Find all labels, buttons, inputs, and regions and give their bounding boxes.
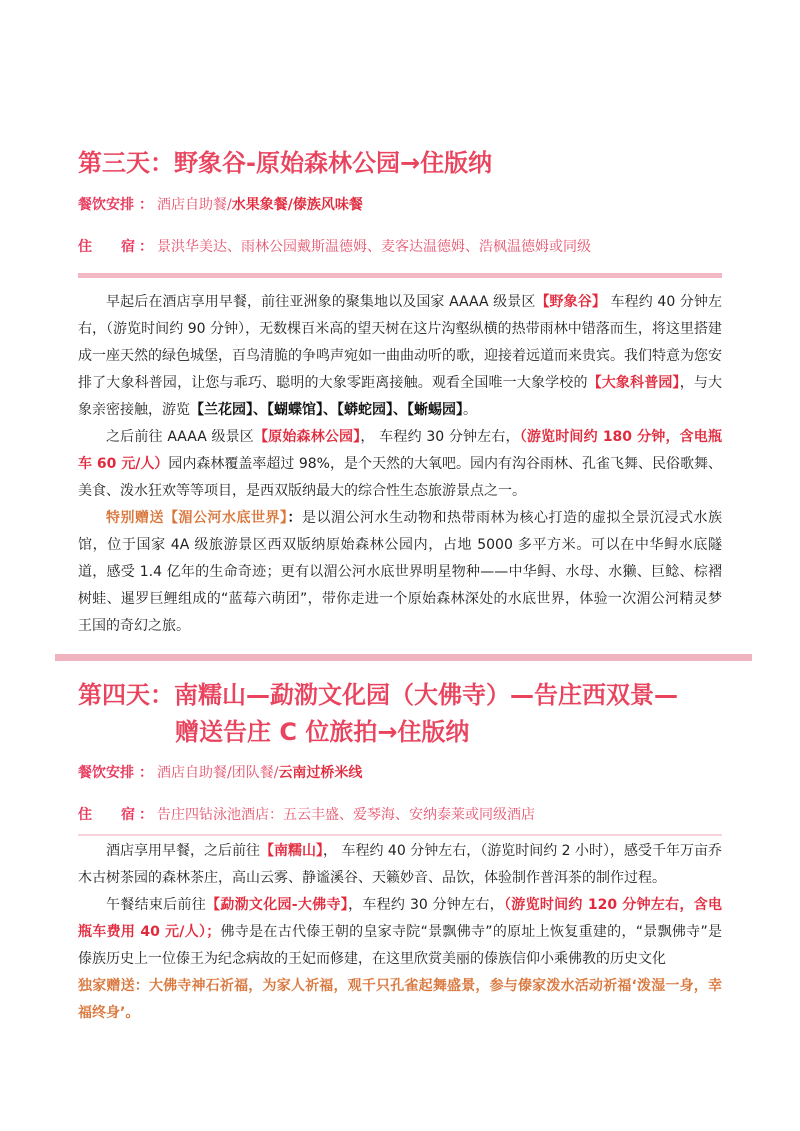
- day3-meals-row: [78, 195, 722, 215]
- section-divider: [78, 834, 722, 836]
- meals-value: 酒店自助餐/: [157, 197, 232, 213]
- day4-lodging-row: [78, 805, 722, 825]
- meals-label: 餐饮安排: [78, 197, 134, 213]
- day4-itinerary: [78, 838, 722, 1027]
- day4-title-line: 第四天：南糯山—勐泐文化园（大佛寺）—告庄西双景—: [78, 681, 678, 709]
- paragraph: [78, 505, 722, 640]
- paragraph: [78, 289, 722, 424]
- text-segment: ， 车程约 30 分钟左右，: [360, 429, 520, 445]
- day3-itinerary: [78, 289, 722, 640]
- text-segment: 之后前往 AAAA 级景区: [106, 429, 254, 445]
- paragraph: [78, 838, 722, 892]
- meals-separator: ：: [139, 197, 153, 213]
- day3-title: 第三天：野象谷-原始森林公园→住版纳: [78, 149, 493, 177]
- day4-meals-row: [78, 763, 722, 783]
- lodging-label-char: 住: [78, 239, 92, 255]
- lodging-separator: ：: [139, 807, 153, 823]
- attraction-highlight: 【野象谷】: [535, 294, 606, 310]
- attraction-highlight: 【大象科普园】: [587, 375, 680, 391]
- lodging-label-char: 宿: [121, 807, 135, 823]
- text-segment: 酒店享用早餐，之后前往: [106, 843, 261, 859]
- lodging-separator: ：: [139, 239, 153, 255]
- lodging-label: [78, 237, 135, 257]
- meals-highlight: 水果象餐/傣族风味餐: [231, 197, 363, 213]
- lodging-value: 告庄四钻泳池酒店：五云丰盛、爱琴海、安纳泰莱或同级酒店: [157, 807, 535, 823]
- attraction-highlight: 【南糯山】: [260, 843, 324, 859]
- day4-title-line: 赠送告庄 C 位旅拍→住版纳: [175, 718, 470, 746]
- text-segment: ，车程约 30 分钟左右，: [348, 897, 504, 913]
- attraction-highlight: 【勐泐文化园-大佛寺】: [206, 897, 349, 913]
- day-separator-band: [55, 654, 752, 661]
- section-divider: [78, 273, 722, 278]
- text-segment: 。: [463, 402, 477, 418]
- text-segment: 是以湄公河水生动物和热带雨林为核心打造的虚拟全景沉浸式水族馆，位于国家 4A 级旅游景区西双版纳原始森林公园内，占地 5000 多平方米。可以在中华鲟水底隧道，感受 1.4 亿年的生命奇迹；更有以湄公河水底世界明星物种——中华鲟、水母、水獭、巨鲶、棕褶树蛙、暹罗巨鲤组成的“蓝莓六萌团”，带你走进一个原始森林深处的水底世界，体验一次湄公河精灵梦王国的奇幻之旅。: [78, 510, 722, 634]
- paragraph: [78, 892, 722, 973]
- lodging-label-char: 宿: [121, 239, 135, 255]
- text-segment: ，与大象亲密接触，游览: [78, 375, 723, 418]
- meals-separator: ：: [139, 765, 153, 781]
- meals-value: 酒店自助餐/团队餐/: [157, 765, 279, 781]
- paragraph: [78, 973, 722, 1027]
- lodging-label: [78, 805, 135, 825]
- duration-highlight: （游览时间约 120 分钟左右，含电瓶车费用 40 元/人）；: [78, 897, 723, 940]
- text-segment: 车程约 40 分钟左右，（游览时间约 90 分钟），无数棵百米高的望天树在这片沟壑纵横的热带雨林中错落而生，将这里搭建成一座天然的绿色城堡，百鸟清脆的争鸣声宛如一曲曲动听的歌，迎接着远道而来贵宾。我们特意为您安排了大象科普园，让您与乖巧、聪明的大象零距离接触。观看全国唯一大象学校的: [78, 294, 722, 391]
- text-segment: 园内森林覆盖率超过 98%，是个天然的大氧吧。园内有沟谷雨林、孔雀飞舞、民俗歌舞、美食、泼水狂欢等等项目，是西双版纳最大的综合性生态旅游景点之一。: [78, 456, 722, 499]
- lodging-value: 景洪华美达、雨林公园戴斯温德姆、麦客达温德姆、浩枫温德姆或同级: [157, 239, 591, 255]
- text-segment: 佛寺是在古代傣王朝的皇家寺院“景飘佛寺”的原址上恢复重建的，“景飘佛寺”是傣族历史上一位傣王为纪念病故的王妃而修建，在这里欣赏美丽的傣族信仰小乘佛教的历史文化: [78, 924, 722, 967]
- gift-highlight: 独家赠送：大佛寺神石祈福，为家人祈福，观千只孔雀起舞盛景，参与傣家泼水活动祈福‘泼湿一身，幸福终身’。: [78, 978, 722, 1021]
- day3-lodging-row: [78, 237, 722, 257]
- attraction-list: 【兰花园】、【蝴蝶馆】、【蟒蛇园】、【蜥蜴园】: [190, 402, 463, 418]
- paragraph: [78, 424, 722, 505]
- day4-title: [78, 677, 722, 751]
- text-segment: 午餐结束后前往: [106, 897, 207, 913]
- meals-highlight: 云南过桥米线: [278, 765, 363, 781]
- meals-label: 餐饮安排: [78, 765, 134, 781]
- text-segment: 早起后在酒店享用早餐，前往亚洲象的聚集地以及国家 AAAA 级景区: [106, 294, 536, 310]
- gift-highlight: 特别赠送【湄公河水底世界】: [106, 510, 288, 526]
- duration-highlight: （游览时间约 180 分钟，含电瓶车 60 元/人）: [78, 429, 722, 472]
- lodging-label-char: 住: [78, 807, 92, 823]
- attraction-highlight: 【原始森林公园】: [253, 429, 361, 445]
- text-segment: ：: [287, 510, 302, 526]
- text-segment: ， 车程约 40 分钟左右，（游览时间约 2 小时），感受千年万亩乔木古树茶园的森林茶庄，高山云雾、静谧溪谷、天籁妙音、品饮，体验制作普洱茶的制作过程。: [78, 843, 723, 886]
